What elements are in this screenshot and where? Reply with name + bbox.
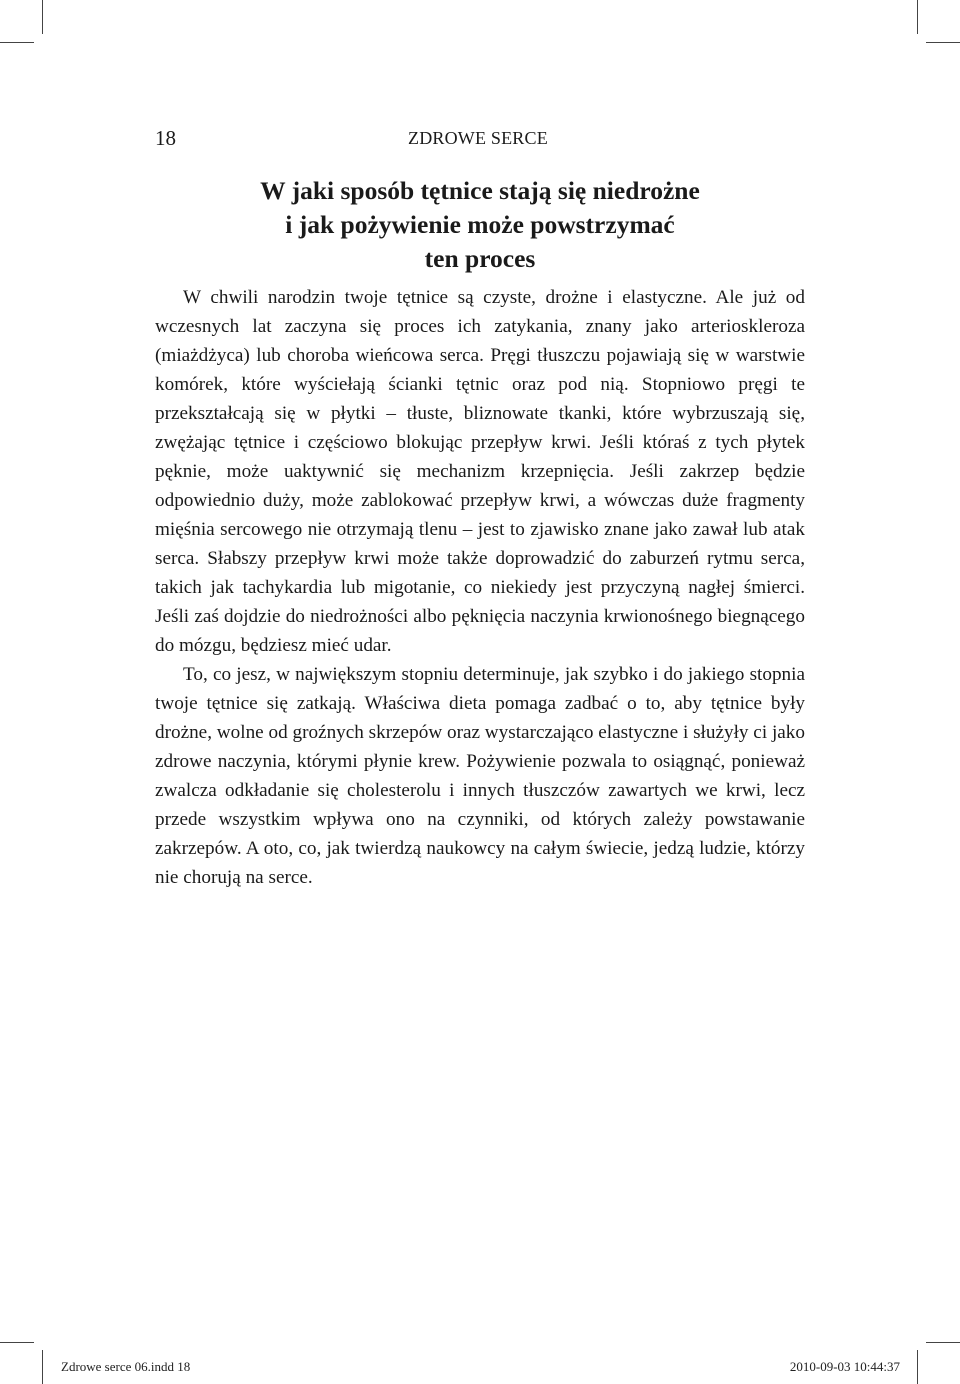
body-text xyxy=(155,283,805,892)
running-head xyxy=(155,124,805,154)
crop-mark xyxy=(917,0,918,34)
chapter-title-line: ten proces xyxy=(424,244,536,273)
paragraph: W chwili narodzin twoje tętnice są czyste, drożne i elastyczne. Ale już od wczesnych lat zaczyna się proces ich zatykania, znany jako arterioskleroza (miażdżyca) lub choroba wieńcowa serca. Pręgi tłuszczu pojawiają się w warstwie komórek, które wyściełają ścianki tętnic oraz pod nią. Stopniowo pręgi te przekształcają się w płytki – tłuste, bliznowate tkanki, które wybrzuszają się, zwężając tętnice i częściowo blokując przepływ krwi. Jeśli któraś z tych płytek pęknie, może uaktywnić się mechanizm krzepnięcia. Jeśli zakrzep będzie odpowiednio duży, może zablokować przepływ krwi, a wówczas duże fragmenty mięśnia sercowego nie otrzymają tlenu – jest to zjawisko znane jako zawał lub atak serca. Słabszy przepływ krwi może także doprowadzić do zaburzeń rytmu serca, takich jak tachykardia lub migotanie, co niekiedy jest przyczyną nagłej śmierci. Jeśli zaś dojdzie do niedrożności albo pęknięcia naczynia krwionośnego biegnącego do mózgu, będziesz mieć udar. xyxy=(155,287,805,656)
crop-mark xyxy=(926,42,960,43)
crop-mark xyxy=(0,1342,34,1343)
paragraph: To, co jesz, w największym stopniu determinuje, jak szybko i do jakiego stopnia twoje tętnice się zatkają. Właściwa dieta pomaga zadbać o to, aby tętnice były drożne, wolne od groźnych skrzepów oraz wystarczająco elastyczne i służyły ci jako zdrowe naczynia, którymi płynie krew. Pożywienie pozwala to osiągnąć, ponieważ zwalcza odkładanie się cholesterolu i innych tłuszczów zawartych we krwi, lecz przede wszystkim wpływa ono na czynniki, od których zależy powstawanie zakrzepów. A oto, co, jak twierdzą naukowcy na całym świecie, jedzą ludzie, którzy nie chorują na serce. xyxy=(155,664,805,888)
crop-mark xyxy=(926,1342,960,1343)
slug-filename: Zdrowe serce 06.indd 18 xyxy=(61,1359,191,1374)
crop-mark xyxy=(0,42,34,43)
chapter-title xyxy=(155,174,805,276)
print-slug xyxy=(0,1356,960,1378)
slug-timestamp: 2010-09-03 10:44:37 xyxy=(789,1359,900,1374)
chapter-title-line: W jaki sposób tętnice stają się niedrożne xyxy=(260,176,700,205)
chapter-title-line: i jak pożywienie może powstrzymać xyxy=(285,210,675,239)
crop-mark xyxy=(42,0,43,34)
running-title: ZDROWE SERCE xyxy=(408,128,548,148)
page-number: 18 xyxy=(155,126,176,150)
